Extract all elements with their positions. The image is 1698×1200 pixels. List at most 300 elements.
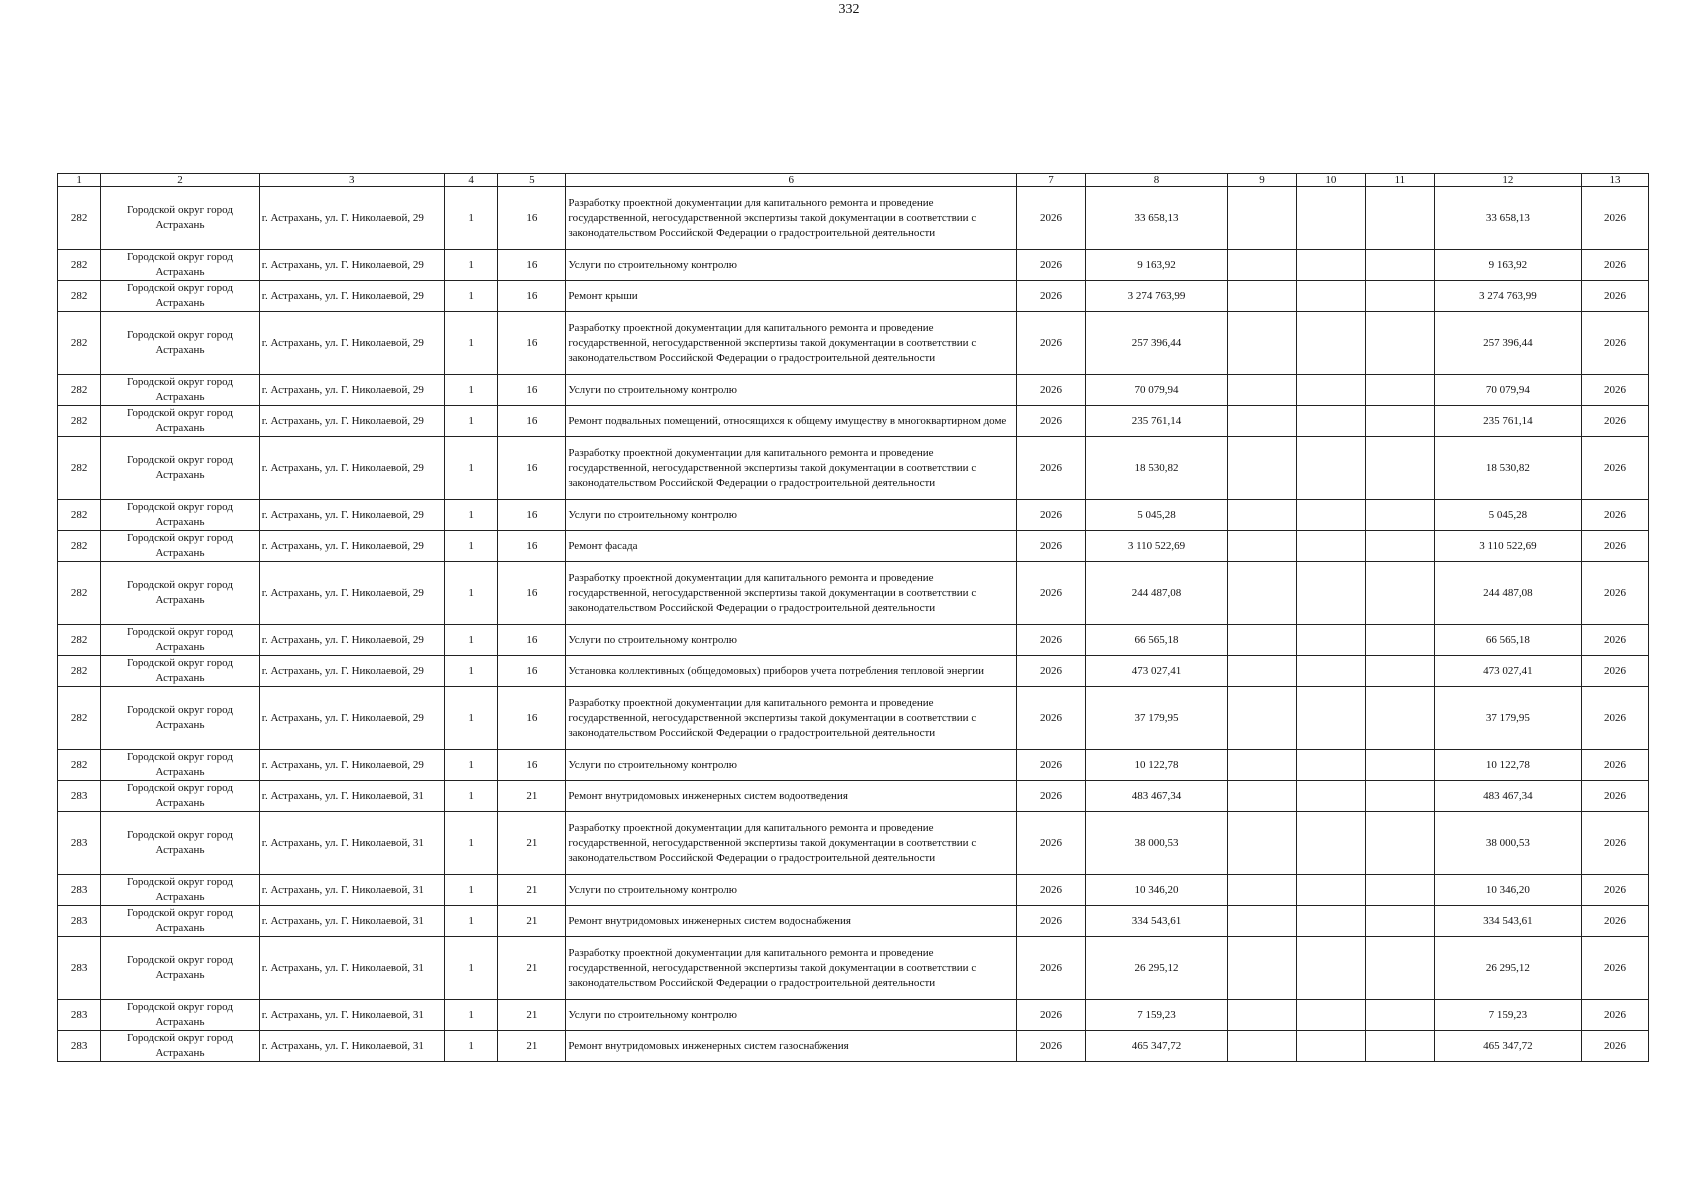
column-4-cell: 1 [444, 562, 498, 625]
column-11-cell [1365, 312, 1434, 375]
column-4-cell: 1 [444, 281, 498, 312]
address-cell: г. Астрахань, ул. Г. Николаевой, 29 [259, 281, 444, 312]
table-row [58, 750, 1649, 781]
row-number-cell: 282 [58, 750, 101, 781]
column-10-cell [1296, 812, 1365, 875]
column-12-cost-cell: 18 530,82 [1434, 437, 1581, 500]
row-number-cell: 282 [58, 312, 101, 375]
column-11-cell [1365, 437, 1434, 500]
address-cell: г. Астрахань, ул. Г. Николаевой, 29 [259, 687, 444, 750]
work-type-cell: Услуги по строительному контролю [566, 875, 1017, 906]
work-type-cell: Разработку проектной документации для капитального ремонта и проведение государственной, негосударственной экспертизы такой документации в соответствии с законодательством Российской Федерации о градостроительной деятельности [566, 562, 1017, 625]
address-cell: г. Астрахань, ул. Г. Николаевой, 31 [259, 875, 444, 906]
work-type-cell: Ремонт фасада [566, 531, 1017, 562]
column-9-cell [1228, 437, 1297, 500]
column-5-cell: 21 [498, 875, 566, 906]
table-row [58, 187, 1649, 250]
work-type-cell: Ремонт подвальных помещений, относящихся к общему имуществу в многоквартирном доме [566, 406, 1017, 437]
work-type-cell: Ремонт внутридомовых инженерных систем газоснабжения [566, 1031, 1017, 1062]
address-cell: г. Астрахань, ул. Г. Николаевой, 31 [259, 812, 444, 875]
address-cell: г. Астрахань, ул. Г. Николаевой, 31 [259, 906, 444, 937]
column-number-row [58, 174, 1649, 187]
year-cell: 2026 [1017, 1031, 1086, 1062]
municipality-cell: Городской округ город Астрахань [101, 500, 259, 531]
column-header: 5 [498, 174, 566, 187]
column-5-cell: 16 [498, 250, 566, 281]
column-12-cost-cell: 334 543,61 [1434, 906, 1581, 937]
row-number-cell: 282 [58, 656, 101, 687]
address-cell: г. Астрахань, ул. Г. Николаевой, 29 [259, 406, 444, 437]
work-type-cell: Ремонт внутридомовых инженерных систем водоснабжения [566, 906, 1017, 937]
column-5-cell: 16 [498, 562, 566, 625]
table-row [58, 500, 1649, 531]
address-cell: г. Астрахань, ул. Г. Николаевой, 29 [259, 375, 444, 406]
column-11-cell [1365, 187, 1434, 250]
column-9-cell [1228, 406, 1297, 437]
work-type-cell: Услуги по строительному контролю [566, 375, 1017, 406]
column-4-cell: 1 [444, 875, 498, 906]
column-9-cell [1228, 281, 1297, 312]
column-4-cell: 1 [444, 375, 498, 406]
column-12-cost-cell: 7 159,23 [1434, 1000, 1581, 1031]
column-13-year-cell: 2026 [1581, 687, 1648, 750]
column-12-cost-cell: 26 295,12 [1434, 937, 1581, 1000]
column-9-cell [1228, 187, 1297, 250]
column-5-cell: 21 [498, 812, 566, 875]
column-13-year-cell: 2026 [1581, 937, 1648, 1000]
year-cell: 2026 [1017, 656, 1086, 687]
table-row [58, 406, 1649, 437]
column-4-cell: 1 [444, 687, 498, 750]
table-row [58, 781, 1649, 812]
column-header: 2 [101, 174, 259, 187]
address-cell: г. Астрахань, ул. Г. Николаевой, 29 [259, 437, 444, 500]
year-cell: 2026 [1017, 437, 1086, 500]
total-cost-cell: 244 487,08 [1086, 562, 1228, 625]
municipality-cell: Городской округ город Астрахань [101, 875, 259, 906]
total-cost-cell: 5 045,28 [1086, 500, 1228, 531]
municipality-cell: Городской округ город Астрахань [101, 375, 259, 406]
table-row [58, 656, 1649, 687]
column-header: 10 [1296, 174, 1365, 187]
column-10-cell [1296, 625, 1365, 656]
column-10-cell [1296, 937, 1365, 1000]
municipality-cell: Городской округ город Астрахань [101, 812, 259, 875]
municipality-cell: Городской округ город Астрахань [101, 750, 259, 781]
work-type-cell: Разработку проектной документации для капитального ремонта и проведение государственной, негосударственной экспертизы такой документации в соответствии с законодательством Российской Федерации о градостроительной деятельности [566, 812, 1017, 875]
total-cost-cell: 465 347,72 [1086, 1031, 1228, 1062]
row-number-cell: 282 [58, 406, 101, 437]
column-13-year-cell: 2026 [1581, 406, 1648, 437]
column-9-cell [1228, 750, 1297, 781]
row-number-cell: 283 [58, 1031, 101, 1062]
total-cost-cell: 235 761,14 [1086, 406, 1228, 437]
column-12-cost-cell: 473 027,41 [1434, 656, 1581, 687]
column-11-cell [1365, 625, 1434, 656]
column-9-cell [1228, 937, 1297, 1000]
total-cost-cell: 26 295,12 [1086, 937, 1228, 1000]
table-row [58, 531, 1649, 562]
row-number-cell: 282 [58, 187, 101, 250]
column-9-cell [1228, 906, 1297, 937]
column-13-year-cell: 2026 [1581, 375, 1648, 406]
municipality-cell: Городской округ город Астрахань [101, 625, 259, 656]
column-header: 13 [1581, 174, 1648, 187]
column-11-cell [1365, 656, 1434, 687]
column-4-cell: 1 [444, 500, 498, 531]
row-number-cell: 282 [58, 531, 101, 562]
municipality-cell: Городской округ город Астрахань [101, 687, 259, 750]
work-type-cell: Ремонт крыши [566, 281, 1017, 312]
column-11-cell [1365, 375, 1434, 406]
column-12-cost-cell: 465 347,72 [1434, 1031, 1581, 1062]
column-10-cell [1296, 1000, 1365, 1031]
column-13-year-cell: 2026 [1581, 875, 1648, 906]
year-cell: 2026 [1017, 625, 1086, 656]
work-type-cell: Разработку проектной документации для капитального ремонта и проведение государственной, негосударственной экспертизы такой документации в соответствии с законодательством Российской Федерации о градостроительной деятельности [566, 937, 1017, 1000]
column-4-cell: 1 [444, 906, 498, 937]
work-type-cell: Ремонт внутридомовых инженерных систем водоотведения [566, 781, 1017, 812]
column-header: 4 [444, 174, 498, 187]
year-cell: 2026 [1017, 406, 1086, 437]
column-9-cell [1228, 312, 1297, 375]
column-4-cell: 1 [444, 812, 498, 875]
year-cell: 2026 [1017, 250, 1086, 281]
column-11-cell [1365, 562, 1434, 625]
municipality-cell: Городской округ город Астрахань [101, 781, 259, 812]
column-12-cost-cell: 37 179,95 [1434, 687, 1581, 750]
column-4-cell: 1 [444, 531, 498, 562]
year-cell: 2026 [1017, 750, 1086, 781]
column-5-cell: 16 [498, 406, 566, 437]
column-4-cell: 1 [444, 1000, 498, 1031]
column-10-cell [1296, 875, 1365, 906]
total-cost-cell: 3 110 522,69 [1086, 531, 1228, 562]
column-5-cell: 16 [498, 312, 566, 375]
column-header: 8 [1086, 174, 1228, 187]
table-row [58, 312, 1649, 375]
column-10-cell [1296, 531, 1365, 562]
column-13-year-cell: 2026 [1581, 1031, 1648, 1062]
column-13-year-cell: 2026 [1581, 1000, 1648, 1031]
total-cost-cell: 257 396,44 [1086, 312, 1228, 375]
column-11-cell [1365, 750, 1434, 781]
municipality-cell: Городской округ город Астрахань [101, 906, 259, 937]
column-4-cell: 1 [444, 750, 498, 781]
column-12-cost-cell: 257 396,44 [1434, 312, 1581, 375]
column-11-cell [1365, 281, 1434, 312]
municipality-cell: Городской округ город Астрахань [101, 187, 259, 250]
column-12-cost-cell: 33 658,13 [1434, 187, 1581, 250]
column-11-cell [1365, 812, 1434, 875]
column-10-cell [1296, 781, 1365, 812]
column-13-year-cell: 2026 [1581, 250, 1648, 281]
column-12-cost-cell: 9 163,92 [1434, 250, 1581, 281]
column-10-cell [1296, 656, 1365, 687]
year-cell: 2026 [1017, 500, 1086, 531]
column-5-cell: 21 [498, 937, 566, 1000]
work-type-cell: Услуги по строительному контролю [566, 750, 1017, 781]
column-9-cell [1228, 812, 1297, 875]
row-number-cell: 283 [58, 812, 101, 875]
address-cell: г. Астрахань, ул. Г. Николаевой, 31 [259, 937, 444, 1000]
column-10-cell [1296, 687, 1365, 750]
column-11-cell [1365, 781, 1434, 812]
municipality-cell: Городской округ город Астрахань [101, 562, 259, 625]
column-5-cell: 16 [498, 687, 566, 750]
column-10-cell [1296, 312, 1365, 375]
column-header: 7 [1017, 174, 1086, 187]
column-11-cell [1365, 875, 1434, 906]
column-13-year-cell: 2026 [1581, 531, 1648, 562]
total-cost-cell: 33 658,13 [1086, 187, 1228, 250]
address-cell: г. Астрахань, ул. Г. Николаевой, 29 [259, 500, 444, 531]
column-12-cost-cell: 244 487,08 [1434, 562, 1581, 625]
municipality-cell: Городской округ город Астрахань [101, 937, 259, 1000]
column-header: 6 [566, 174, 1017, 187]
column-5-cell: 16 [498, 625, 566, 656]
address-cell: г. Астрахань, ул. Г. Николаевой, 29 [259, 187, 444, 250]
total-cost-cell: 37 179,95 [1086, 687, 1228, 750]
column-5-cell: 21 [498, 1000, 566, 1031]
year-cell: 2026 [1017, 187, 1086, 250]
table-row [58, 1000, 1649, 1031]
total-cost-cell: 18 530,82 [1086, 437, 1228, 500]
column-13-year-cell: 2026 [1581, 656, 1648, 687]
column-4-cell: 1 [444, 250, 498, 281]
municipality-cell: Городской округ город Астрахань [101, 1031, 259, 1062]
column-10-cell [1296, 375, 1365, 406]
column-10-cell [1296, 1031, 1365, 1062]
year-cell: 2026 [1017, 687, 1086, 750]
address-cell: г. Астрахань, ул. Г. Николаевой, 31 [259, 1000, 444, 1031]
table-row [58, 375, 1649, 406]
column-13-year-cell: 2026 [1581, 750, 1648, 781]
column-4-cell: 1 [444, 937, 498, 1000]
column-11-cell [1365, 687, 1434, 750]
address-cell: г. Астрахань, ул. Г. Николаевой, 29 [259, 562, 444, 625]
column-13-year-cell: 2026 [1581, 562, 1648, 625]
column-11-cell [1365, 937, 1434, 1000]
column-10-cell [1296, 187, 1365, 250]
total-cost-cell: 334 543,61 [1086, 906, 1228, 937]
column-9-cell [1228, 375, 1297, 406]
table-row [58, 281, 1649, 312]
table-row [58, 812, 1649, 875]
column-header: 1 [58, 174, 101, 187]
column-13-year-cell: 2026 [1581, 781, 1648, 812]
year-cell: 2026 [1017, 812, 1086, 875]
column-11-cell [1365, 906, 1434, 937]
total-cost-cell: 10 346,20 [1086, 875, 1228, 906]
column-12-cost-cell: 70 079,94 [1434, 375, 1581, 406]
column-5-cell: 21 [498, 781, 566, 812]
column-9-cell [1228, 250, 1297, 281]
column-10-cell [1296, 437, 1365, 500]
column-13-year-cell: 2026 [1581, 625, 1648, 656]
address-cell: г. Астрахань, ул. Г. Николаевой, 29 [259, 656, 444, 687]
page-number: 332 [838, 2, 860, 17]
row-number-cell: 282 [58, 562, 101, 625]
column-10-cell [1296, 406, 1365, 437]
total-cost-cell: 3 274 763,99 [1086, 281, 1228, 312]
row-number-cell: 283 [58, 906, 101, 937]
column-13-year-cell: 2026 [1581, 500, 1648, 531]
column-13-year-cell: 2026 [1581, 437, 1648, 500]
column-13-year-cell: 2026 [1581, 312, 1648, 375]
total-cost-cell: 70 079,94 [1086, 375, 1228, 406]
column-9-cell [1228, 531, 1297, 562]
row-number-cell: 282 [58, 281, 101, 312]
table-row [58, 625, 1649, 656]
row-number-cell: 282 [58, 500, 101, 531]
year-cell: 2026 [1017, 312, 1086, 375]
municipality-cell: Городской округ город Астрахань [101, 312, 259, 375]
table-row [58, 1031, 1649, 1062]
repair-plan-table [57, 173, 1649, 1062]
work-type-cell: Установка коллективных (общедомовых) приборов учета потребления тепловой энергии [566, 656, 1017, 687]
column-10-cell [1296, 281, 1365, 312]
municipality-cell: Городской округ город Астрахань [101, 406, 259, 437]
column-5-cell: 21 [498, 906, 566, 937]
year-cell: 2026 [1017, 937, 1086, 1000]
year-cell: 2026 [1017, 875, 1086, 906]
row-number-cell: 282 [58, 250, 101, 281]
address-cell: г. Астрахань, ул. Г. Николаевой, 31 [259, 781, 444, 812]
column-5-cell: 16 [498, 375, 566, 406]
column-4-cell: 1 [444, 406, 498, 437]
column-5-cell: 16 [498, 437, 566, 500]
column-9-cell [1228, 875, 1297, 906]
column-4-cell: 1 [444, 312, 498, 375]
work-type-cell: Разработку проектной документации для капитального ремонта и проведение государственной, негосударственной экспертизы такой документации в соответствии с законодательством Российской Федерации о градостроительной деятельности [566, 312, 1017, 375]
column-11-cell [1365, 500, 1434, 531]
column-10-cell [1296, 750, 1365, 781]
work-type-cell: Разработку проектной документации для капитального ремонта и проведение государственной, негосударственной экспертизы такой документации в соответствии с законодательством Российской Федерации о градостроительной деятельности [566, 437, 1017, 500]
work-type-cell: Услуги по строительному контролю [566, 625, 1017, 656]
year-cell: 2026 [1017, 531, 1086, 562]
column-4-cell: 1 [444, 1031, 498, 1062]
column-5-cell: 16 [498, 531, 566, 562]
column-12-cost-cell: 5 045,28 [1434, 500, 1581, 531]
total-cost-cell: 10 122,78 [1086, 750, 1228, 781]
column-9-cell [1228, 1000, 1297, 1031]
column-4-cell: 1 [444, 781, 498, 812]
row-number-cell: 283 [58, 1000, 101, 1031]
row-number-cell: 283 [58, 781, 101, 812]
column-10-cell [1296, 500, 1365, 531]
total-cost-cell: 483 467,34 [1086, 781, 1228, 812]
column-4-cell: 1 [444, 187, 498, 250]
year-cell: 2026 [1017, 1000, 1086, 1031]
table-row [58, 687, 1649, 750]
column-10-cell [1296, 906, 1365, 937]
column-11-cell [1365, 250, 1434, 281]
total-cost-cell: 9 163,92 [1086, 250, 1228, 281]
column-12-cost-cell: 66 565,18 [1434, 625, 1581, 656]
municipality-cell: Городской округ город Астрахань [101, 1000, 259, 1031]
total-cost-cell: 473 027,41 [1086, 656, 1228, 687]
row-number-cell: 283 [58, 937, 101, 1000]
row-number-cell: 282 [58, 375, 101, 406]
column-12-cost-cell: 483 467,34 [1434, 781, 1581, 812]
total-cost-cell: 38 000,53 [1086, 812, 1228, 875]
column-4-cell: 1 [444, 625, 498, 656]
column-5-cell: 16 [498, 281, 566, 312]
column-12-cost-cell: 38 000,53 [1434, 812, 1581, 875]
table-row [58, 250, 1649, 281]
table-row [58, 906, 1649, 937]
municipality-cell: Городской округ город Астрахань [101, 281, 259, 312]
column-4-cell: 1 [444, 656, 498, 687]
column-13-year-cell: 2026 [1581, 906, 1648, 937]
table-row [58, 562, 1649, 625]
address-cell: г. Астрахань, ул. Г. Николаевой, 31 [259, 1031, 444, 1062]
row-number-cell: 282 [58, 687, 101, 750]
column-9-cell [1228, 500, 1297, 531]
column-header: 9 [1228, 174, 1297, 187]
column-11-cell [1365, 406, 1434, 437]
column-11-cell [1365, 1000, 1434, 1031]
work-type-cell: Услуги по строительному контролю [566, 250, 1017, 281]
column-12-cost-cell: 3 274 763,99 [1434, 281, 1581, 312]
address-cell: г. Астрахань, ул. Г. Николаевой, 29 [259, 531, 444, 562]
row-number-cell: 283 [58, 875, 101, 906]
work-type-cell: Услуги по строительному контролю [566, 500, 1017, 531]
address-cell: г. Астрахань, ул. Г. Николаевой, 29 [259, 250, 444, 281]
column-9-cell [1228, 1031, 1297, 1062]
column-9-cell [1228, 562, 1297, 625]
column-13-year-cell: 2026 [1581, 281, 1648, 312]
column-9-cell [1228, 781, 1297, 812]
row-number-cell: 282 [58, 437, 101, 500]
total-cost-cell: 7 159,23 [1086, 1000, 1228, 1031]
column-5-cell: 16 [498, 187, 566, 250]
table-row [58, 937, 1649, 1000]
column-4-cell: 1 [444, 437, 498, 500]
year-cell: 2026 [1017, 281, 1086, 312]
address-cell: г. Астрахань, ул. Г. Николаевой, 29 [259, 625, 444, 656]
municipality-cell: Городской округ город Астрахань [101, 437, 259, 500]
address-cell: г. Астрахань, ул. Г. Николаевой, 29 [259, 312, 444, 375]
column-12-cost-cell: 10 122,78 [1434, 750, 1581, 781]
municipality-cell: Городской округ город Астрахань [101, 250, 259, 281]
column-13-year-cell: 2026 [1581, 187, 1648, 250]
municipality-cell: Городской округ город Астрахань [101, 656, 259, 687]
column-5-cell: 21 [498, 1031, 566, 1062]
year-cell: 2026 [1017, 906, 1086, 937]
column-12-cost-cell: 10 346,20 [1434, 875, 1581, 906]
column-10-cell [1296, 250, 1365, 281]
column-10-cell [1296, 562, 1365, 625]
column-11-cell [1365, 1031, 1434, 1062]
table-row [58, 437, 1649, 500]
table-row [58, 875, 1649, 906]
municipality-cell: Городской округ город Астрахань [101, 531, 259, 562]
year-cell: 2026 [1017, 562, 1086, 625]
column-5-cell: 16 [498, 500, 566, 531]
column-header: 3 [259, 174, 444, 187]
total-cost-cell: 66 565,18 [1086, 625, 1228, 656]
column-12-cost-cell: 235 761,14 [1434, 406, 1581, 437]
column-13-year-cell: 2026 [1581, 812, 1648, 875]
column-header: 12 [1434, 174, 1581, 187]
table-body [58, 187, 1649, 1062]
address-cell: г. Астрахань, ул. Г. Николаевой, 29 [259, 750, 444, 781]
column-11-cell [1365, 531, 1434, 562]
column-9-cell [1228, 656, 1297, 687]
year-cell: 2026 [1017, 375, 1086, 406]
